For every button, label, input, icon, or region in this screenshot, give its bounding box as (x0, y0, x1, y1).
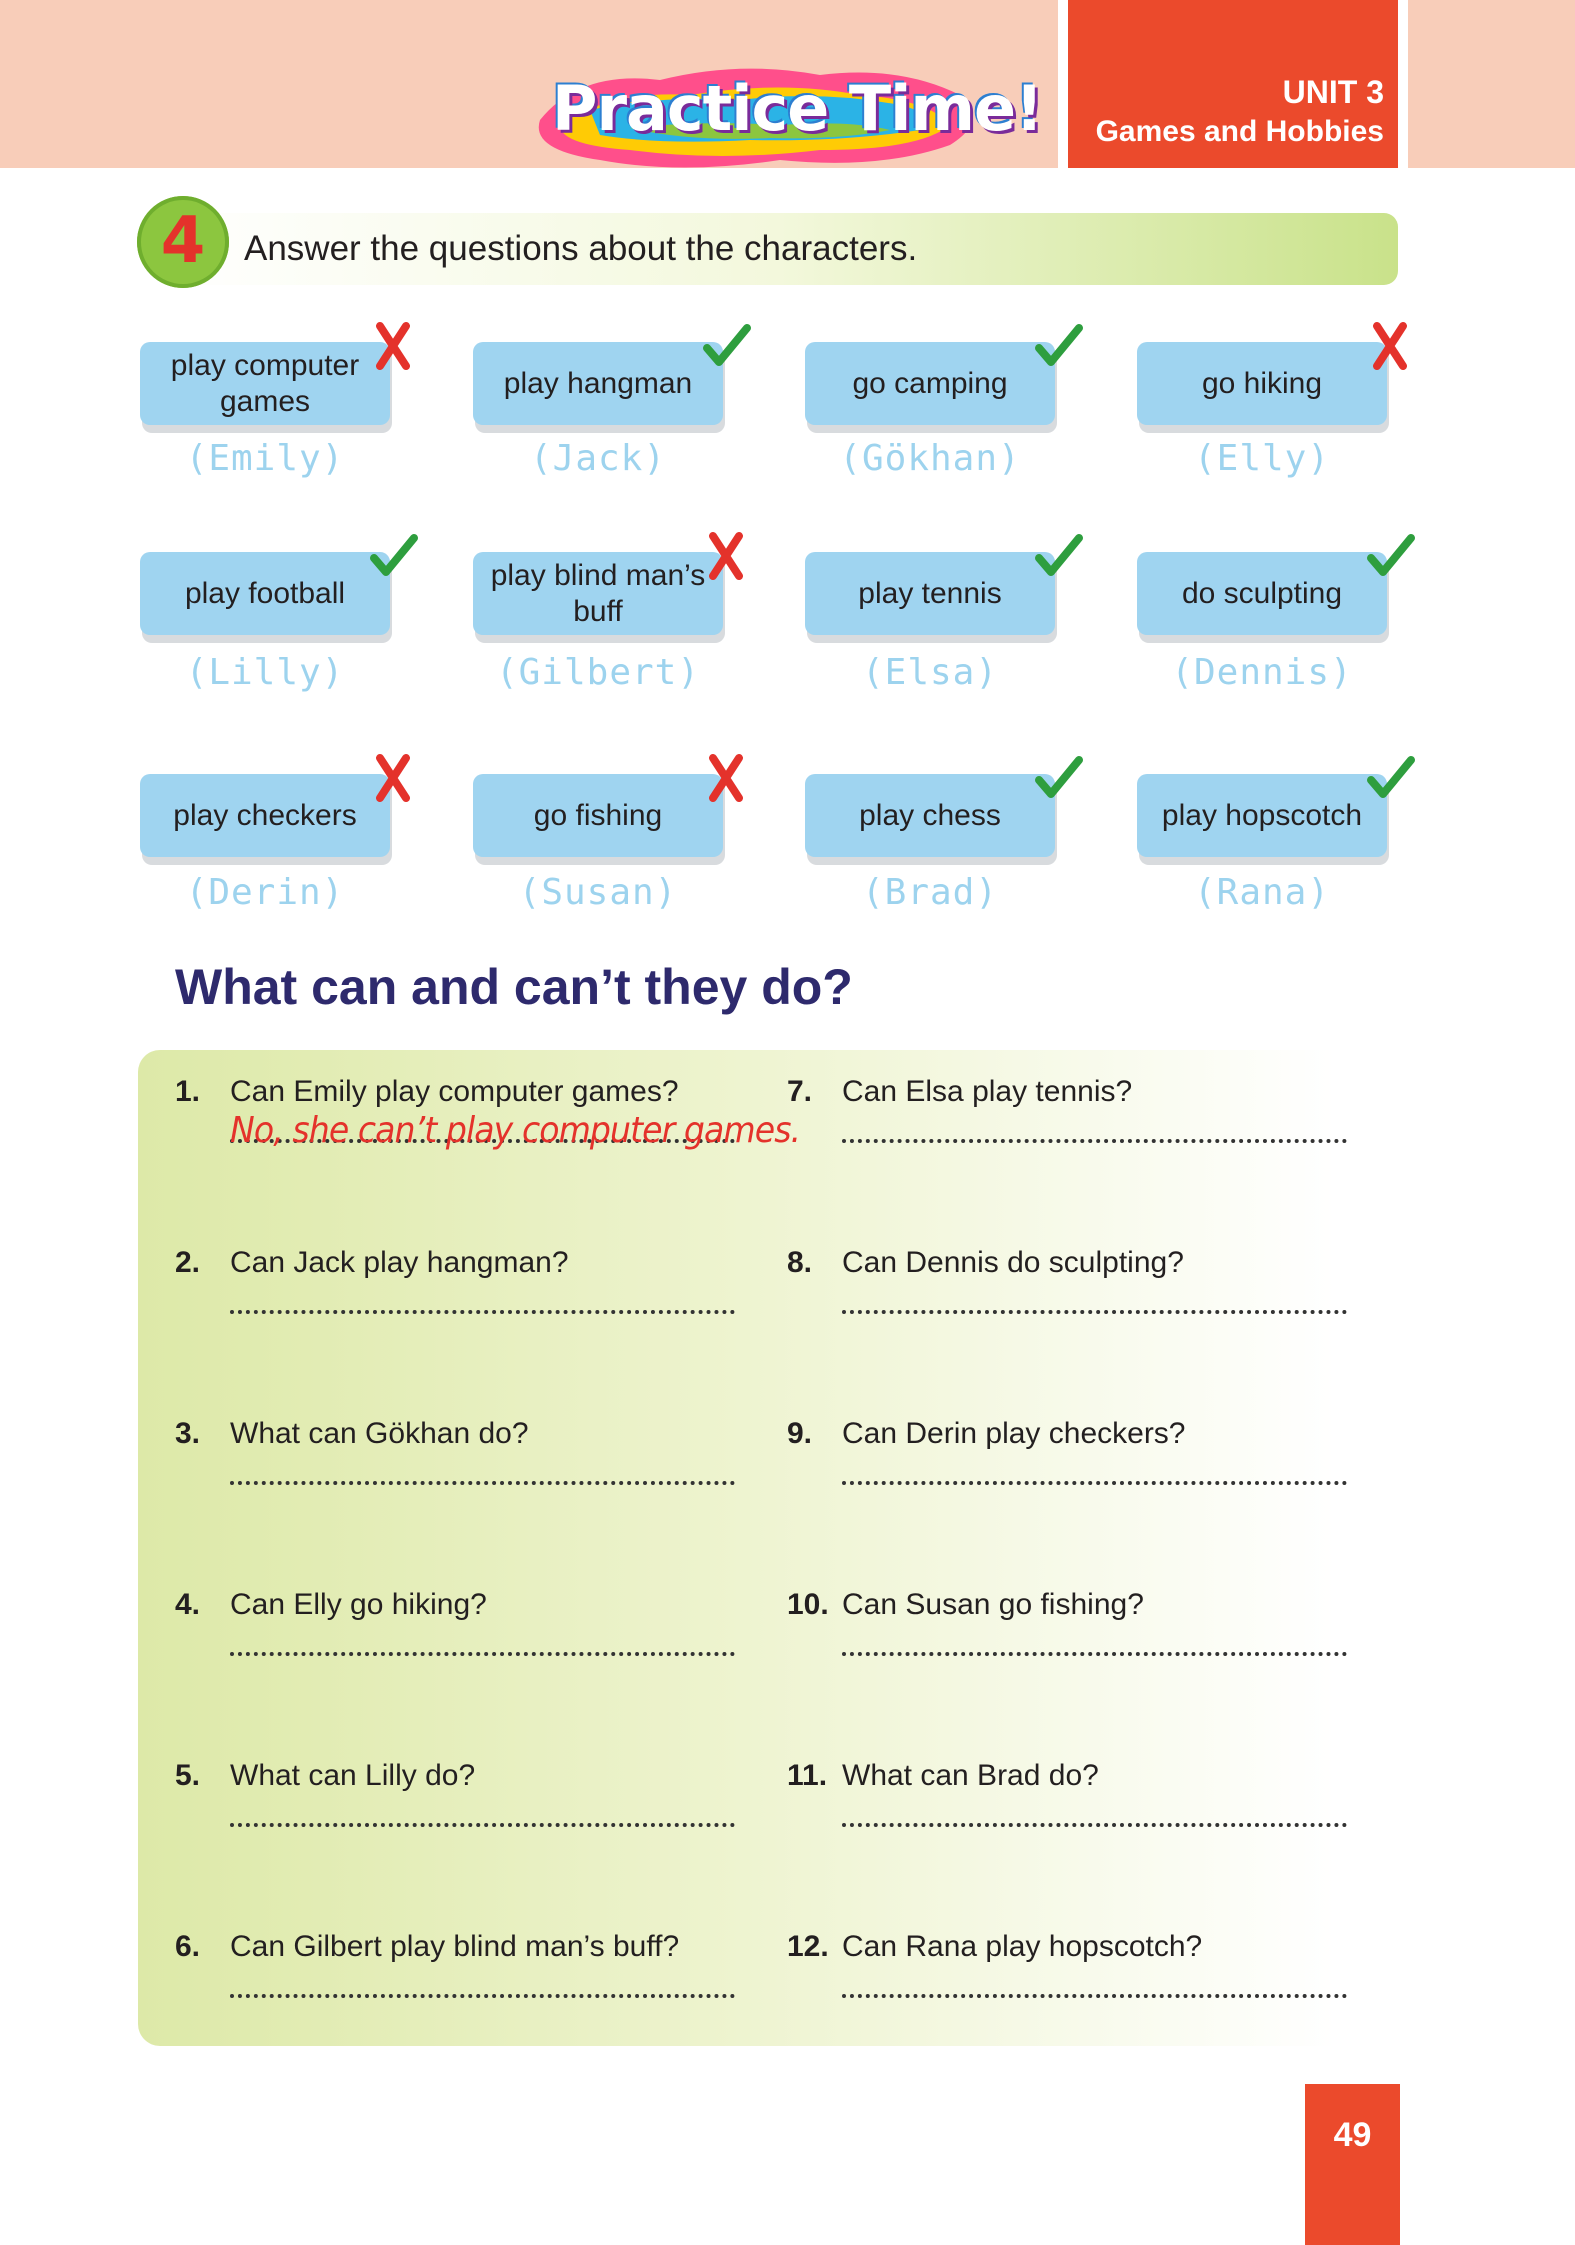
activity-label: play chess (805, 774, 1055, 857)
character-name: (Elly) (1193, 438, 1331, 479)
answer-line[interactable] (842, 1125, 1347, 1143)
activity-label: play hangman (473, 342, 723, 425)
character-name: (Derin) (185, 872, 345, 913)
character-name: (Rana) (1193, 872, 1331, 913)
character-name: (Gilbert) (495, 652, 701, 693)
activity-card (805, 552, 1057, 643)
practice-time-logo (520, 50, 1043, 175)
question-number: 3. (175, 1417, 201, 1450)
question-number: 9. (787, 1417, 813, 1450)
question-text: Can Gilbert play blind man’s buff? (230, 1930, 680, 1963)
answer-line[interactable] (230, 1638, 735, 1656)
question-number: 11. (787, 1759, 828, 1792)
question-text: Can Dennis do sculpting? (842, 1246, 1184, 1279)
question-number: 8. (787, 1246, 813, 1279)
exercise-number-badge (137, 196, 229, 288)
section-heading: What can and can’t they do? (175, 959, 853, 1015)
questions-panel (138, 1050, 1398, 2046)
activity-label: go hiking (1137, 342, 1387, 425)
activity-card (473, 342, 725, 433)
activity-label: go camping (805, 342, 1055, 425)
question-text: What can Lilly do? (230, 1759, 476, 1792)
check-icon (701, 320, 751, 370)
question-text: Can Derin play checkers? (842, 1417, 1186, 1450)
cross-icon (701, 530, 751, 580)
cross-icon (368, 752, 418, 802)
question-number: 6. (175, 1930, 201, 1963)
answer-line[interactable] (842, 1980, 1347, 1998)
question-text: Can Rana play hopscotch? (842, 1930, 1203, 1963)
answer-line[interactable] (230, 1809, 735, 1827)
cross-icon (701, 752, 751, 802)
question-number: 7. (787, 1075, 813, 1108)
answer-line[interactable] (842, 1809, 1347, 1827)
activity-label: play hopscotch (1137, 774, 1387, 857)
character-name: (Gökhan) (839, 438, 1021, 479)
cross-icon (368, 320, 418, 370)
activity-card (140, 342, 392, 433)
unit-label: UNIT 3 (1282, 74, 1384, 110)
activity-card (1137, 342, 1389, 433)
question-number: 4. (175, 1588, 201, 1621)
character-name: (Dennis) (1171, 652, 1353, 693)
check-icon (1033, 752, 1083, 802)
answer-line[interactable] (230, 1296, 735, 1314)
question-text: Can Susan go fishing? (842, 1588, 1144, 1621)
answer-line[interactable] (842, 1467, 1347, 1485)
answer-line[interactable] (842, 1296, 1347, 1314)
question-text: What can Gökhan do? (230, 1417, 529, 1450)
example-answer: No, she can’t play computer games. (230, 1110, 801, 1151)
question-text: Can Elly go hiking? (230, 1588, 487, 1621)
question-number: 12. (787, 1930, 829, 1963)
page-title: Practice Time! (552, 72, 1043, 145)
page-number: 49 (1305, 2084, 1400, 2245)
character-name: (Lilly) (185, 652, 345, 693)
exercise-number: 4 (160, 204, 206, 278)
check-icon (368, 530, 418, 580)
activity-label: play tennis (805, 552, 1055, 635)
activity-card (473, 774, 725, 865)
activity-card (140, 552, 392, 643)
question-number: 10. (787, 1588, 829, 1621)
activity-card (805, 774, 1057, 865)
check-icon (1365, 530, 1415, 580)
answer-line[interactable] (230, 1980, 735, 1998)
activity-label: play checkers (140, 774, 390, 857)
character-name: (Elsa) (861, 652, 999, 693)
answer-line[interactable] (842, 1638, 1347, 1656)
question-text: Can Jack play hangman? (230, 1246, 569, 1279)
activity-card (1137, 552, 1389, 643)
check-icon (1033, 530, 1083, 580)
activity-card (1137, 774, 1389, 865)
character-name: (Emily) (185, 438, 345, 479)
question-number: 1. (175, 1075, 201, 1108)
activity-card (805, 342, 1057, 433)
activity-label: play computer games (140, 342, 390, 425)
unit-topic: Games and Hobbies (1095, 115, 1384, 148)
header-divider (1398, 0, 1408, 168)
cross-icon (1365, 320, 1415, 370)
activity-label: play blind man’s buff (473, 552, 723, 635)
question-text: What can Brad do? (842, 1759, 1099, 1792)
activity-card (473, 552, 725, 643)
activity-card (140, 774, 392, 865)
question-text: Can Emily play computer games? (230, 1075, 679, 1108)
check-icon (1033, 320, 1083, 370)
question-number: 2. (175, 1246, 201, 1279)
activity-label: do sculpting (1137, 552, 1387, 635)
instruction-text: Answer the questions about the characters. (244, 229, 918, 268)
question-text: Can Elsa play tennis? (842, 1075, 1133, 1108)
check-icon (1365, 752, 1415, 802)
character-name: (Susan) (518, 872, 678, 913)
character-name: (Brad) (861, 872, 999, 913)
unit-badge (1068, 0, 1398, 168)
header-divider (1058, 0, 1068, 168)
character-name: (Jack) (529, 438, 667, 479)
activity-label: go fishing (473, 774, 723, 857)
question-number: 5. (175, 1759, 201, 1792)
activity-label: play football (140, 552, 390, 635)
answer-line[interactable] (230, 1467, 735, 1485)
